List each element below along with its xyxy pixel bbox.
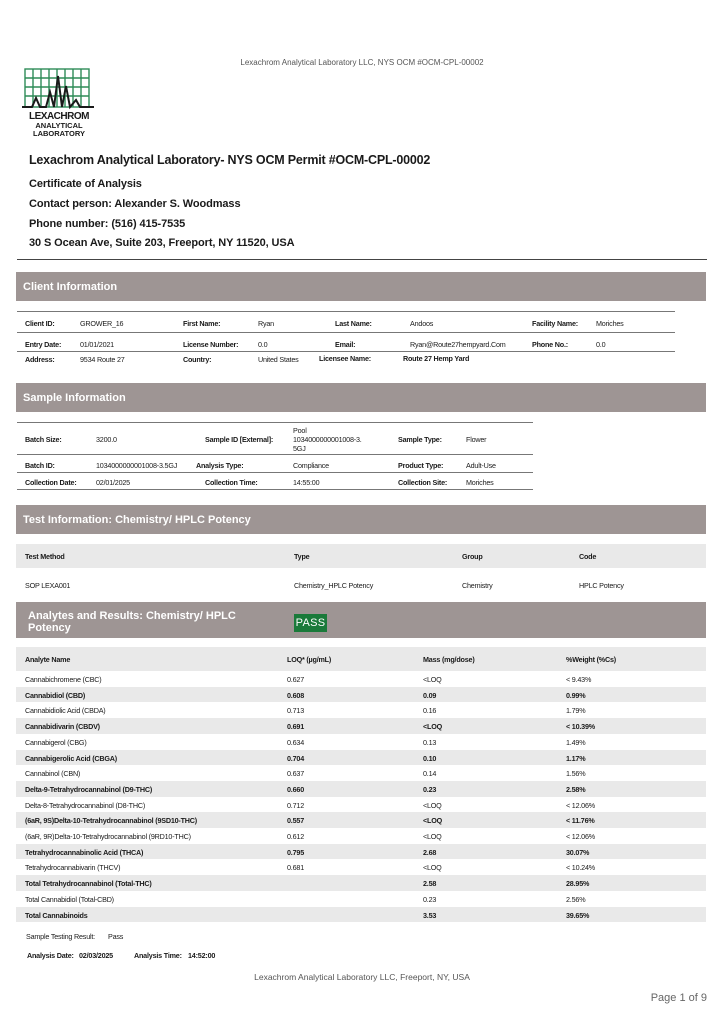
licensee-value: Route 27 Hemp Yard	[403, 354, 470, 363]
analyte-name: Cannabigerol (CBG)	[25, 737, 87, 747]
analysis-time-value: 14:52:00	[188, 951, 216, 960]
entry-date-label: Entry Date:	[25, 340, 62, 349]
analyte-mass: 0.23	[423, 784, 437, 794]
analyte-name: (6aR, 9S)Delta-10-Tetrahydrocannabinol (9SD10-THC)	[25, 816, 197, 826]
analyte-loq: 0.637	[287, 769, 304, 779]
table-row	[16, 765, 706, 781]
mass-header: Mass (mg/dose)	[423, 655, 475, 664]
analyte-weight: 1.49%	[566, 737, 586, 747]
divider	[17, 311, 675, 312]
analyte-mass: 2.58	[423, 879, 437, 889]
analyte-mass: 0.10	[423, 753, 437, 763]
analyte-mass: <LOQ	[423, 675, 442, 684]
table-row	[16, 718, 706, 734]
analyte-name: Cannabidivarin (CBDV)	[25, 722, 100, 732]
collection-date-label: Collection Date:	[25, 478, 77, 487]
country-value: United States	[258, 355, 299, 364]
result-value: Pass	[108, 932, 124, 941]
group-header: Group	[462, 552, 483, 561]
analyte-name: Delta-9-Tetrahydrocannabinol (D9-THC)	[25, 784, 153, 794]
divider	[17, 351, 675, 352]
entry-date-value: 01/01/2021	[80, 340, 114, 349]
analyte-loq: 0.712	[287, 800, 304, 810]
phone-label: Phone No.:	[532, 340, 568, 349]
analyte-loq: 0.612	[287, 832, 304, 841]
sample-id-value-3: 5GJ	[293, 444, 306, 453]
pass-badge: PASS	[294, 614, 327, 632]
sample-id-value-2: 1034000000001008-3.	[293, 435, 362, 444]
analyte-name: Total Cannabidiol (Total-CBD)	[25, 894, 114, 904]
client-info-header: Client Information	[16, 272, 706, 301]
collection-time-value: 14:55:00	[293, 478, 320, 487]
client-id-value: GROWER_16	[80, 319, 124, 328]
analyte-mass: 0.13	[423, 737, 437, 747]
analyte-weight: 1.56%	[566, 769, 586, 779]
analyte-loq: 0.660	[287, 784, 304, 794]
table-row	[16, 797, 706, 813]
group-value: Chemistry	[462, 581, 493, 590]
results-header	[16, 602, 706, 638]
first-name-value: Ryan	[258, 319, 274, 328]
lab-logo	[18, 66, 100, 140]
analyte-loq: 0.608	[287, 690, 304, 700]
analyte-weight: 39.65%	[566, 910, 590, 920]
type-value: Chemistry_HPLC Potency	[294, 581, 374, 590]
results-header-line1: Analytes and Results: Chemistry/ HPLC	[28, 610, 236, 622]
table-row	[16, 907, 706, 923]
code-value: HPLC Potency	[579, 581, 624, 590]
sample-id-value-1: Pool	[293, 426, 307, 435]
logo-text-1: LEXACHROM	[29, 111, 89, 122]
analyte-mass: <LOQ	[423, 832, 442, 841]
sample-id-label: Sample ID [External]:	[205, 435, 274, 444]
sample-info-header: Sample Information	[16, 383, 706, 412]
analyte-loq: 0.704	[287, 753, 304, 763]
contact-person: Contact person: Alexander S. Woodmass	[29, 198, 241, 210]
table-row	[16, 859, 706, 875]
analyte-mass: <LOQ	[423, 800, 442, 810]
analyte-name: Total Tetrahydrocannabinol (Total-THC)	[25, 879, 152, 889]
page-header: Lexachrom Analytical Laboratory LLC, NYS OCM #OCM-CPL-00002	[240, 58, 484, 67]
test-method-value: SOP LEXA001	[25, 581, 71, 590]
analyte-name: Total Cannabinoids	[25, 910, 88, 920]
analyte-name: Tetrahydrocannabivarin (THCV)	[25, 863, 121, 873]
page-number: Page 1 of 9	[650, 992, 707, 1004]
analyte-name: Tetrahydrocannabinolic Acid (THCA)	[25, 847, 144, 857]
collection-site-label: Collection Site:	[398, 478, 448, 487]
table-row	[16, 734, 706, 750]
code-header: Code	[579, 552, 597, 561]
analyte-loq: 0.627	[287, 675, 304, 684]
lab-title: Lexachrom Analytical Laboratory- NYS OCM Permit #OCM-CPL-00002	[29, 153, 431, 167]
page-footer: Lexachrom Analytical Laboratory LLC, Freeport, NY, USA	[254, 972, 470, 982]
divider	[17, 472, 533, 473]
divider	[17, 259, 707, 260]
analyte-weight: 2.56%	[566, 894, 586, 904]
batch-size-label: Batch Size:	[25, 435, 62, 444]
table-row	[16, 891, 706, 907]
analyte-weight: 28.95%	[566, 879, 590, 889]
analyte-weight: < 10.39%	[566, 722, 595, 732]
analyte-loq: 0.713	[287, 706, 304, 716]
analysis-time-label: Analysis Time:	[134, 951, 182, 960]
phone-value: 0.0	[596, 340, 606, 349]
sample-type-value: Flower	[466, 435, 487, 444]
analyte-name: Cannabigerolic Acid (CBGA)	[25, 753, 117, 763]
product-type-value: Adult-Use	[466, 461, 496, 470]
product-type-label: Product Type:	[398, 461, 444, 470]
analyte-name-header: Analyte Name	[25, 655, 71, 664]
analyte-name: Delta-8-Tetrahydrocannabinol (D8-THC)	[25, 800, 146, 810]
divider	[17, 489, 533, 490]
analysis-type-label: Analysis Type:	[196, 461, 244, 470]
license-label: License Number:	[183, 340, 239, 349]
analyte-mass: 0.14	[423, 769, 437, 779]
logo-text-2: ANALYTICAL	[35, 121, 83, 130]
license-value: 0.0	[258, 340, 268, 349]
logo-graphic	[18, 66, 100, 140]
table-row	[16, 750, 706, 766]
client-id-label: Client ID:	[25, 319, 55, 328]
divider	[17, 332, 675, 333]
collection-site-value: Moriches	[466, 478, 494, 487]
table-row	[16, 812, 706, 828]
analyte-name: Cannabidiolic Acid (CBDA)	[25, 706, 106, 716]
analyte-name: Cannabichromene (CBC)	[25, 675, 102, 684]
analyte-weight: < 12.06%	[566, 800, 595, 810]
sample-type-label: Sample Type:	[398, 435, 442, 444]
loq-header: LOQ* (µg/mL)	[287, 655, 332, 664]
first-name-label: First Name:	[183, 319, 221, 328]
divider	[17, 454, 533, 455]
address-label: Address:	[25, 355, 55, 364]
analyte-mass: 0.23	[423, 894, 437, 904]
table-row	[16, 671, 706, 687]
collection-time-label: Collection Time:	[205, 478, 258, 487]
analysis-date-label: Analysis Date:	[27, 951, 74, 960]
type-header: Type	[294, 552, 310, 561]
table-row	[16, 702, 706, 718]
table-row	[16, 687, 706, 703]
analyte-name: Cannabidiol (CBD)	[25, 690, 86, 700]
analyte-weight: 2.58%	[566, 784, 586, 794]
email-label: Email:	[335, 340, 356, 349]
analyte-weight: < 11.76%	[566, 816, 595, 826]
analyte-mass: 3.53	[423, 910, 437, 920]
email-value: Ryan@Route27hempyard.Com	[410, 340, 506, 349]
table-row	[16, 875, 706, 891]
lab-address: 30 S Ocean Ave, Suite 203, Freeport, NY 11520, USA	[29, 237, 295, 249]
logo-text-3: LABORATORY	[33, 129, 85, 138]
analyte-loq: 0.795	[287, 847, 304, 857]
analyte-loq: 0.634	[287, 737, 304, 747]
analysis-type-value: Compliance	[293, 461, 329, 470]
divider	[17, 422, 533, 423]
document-type: Certificate of Analysis	[29, 178, 142, 190]
analyte-mass: <LOQ	[423, 863, 442, 873]
analyte-mass: 2.68	[423, 847, 437, 857]
analysis-date-value: 02/03/2025	[79, 951, 113, 960]
analyte-weight: 1.79%	[566, 706, 586, 716]
analyte-weight: < 10.24%	[566, 863, 595, 873]
last-name-label: Last Name:	[335, 319, 372, 328]
test-info-header: Test Information: Chemistry/ HPLC Potency	[16, 505, 706, 534]
country-label: Country:	[183, 355, 212, 364]
last-name-value: Andoos	[410, 319, 434, 328]
weight-header: %Weight (%Cs)	[566, 655, 616, 664]
results-header-line2: Potency	[28, 622, 71, 634]
analyte-weight: 1.17%	[566, 753, 586, 763]
analyte-weight: < 9.43%	[566, 675, 592, 684]
analyte-mass: 0.09	[423, 690, 437, 700]
collection-date-value: 02/01/2025	[96, 478, 130, 487]
batch-size-value: 3200.0	[96, 435, 117, 444]
table-row	[16, 844, 706, 860]
facility-value: Moriches	[596, 319, 624, 328]
table-row	[16, 781, 706, 797]
analyte-loq: 0.557	[287, 816, 304, 826]
analyte-mass: <LOQ	[423, 816, 442, 826]
licensee-label: Licensee Name:	[319, 354, 371, 363]
analyte-mass: <LOQ	[423, 722, 442, 732]
test-info-header-row	[16, 544, 706, 568]
analyte-name: (6aR, 9R)Delta-10-Tetrahydrocannabinol (9RD10-THC)	[25, 832, 191, 841]
analyte-loq: 0.691	[287, 722, 304, 732]
batch-id-value: 1034000000001008-3.5GJ	[96, 461, 178, 470]
address-value: 9534 Route 27	[80, 355, 125, 364]
result-label: Sample Testing Result:	[26, 932, 95, 941]
analyte-weight: 0.99%	[566, 690, 586, 700]
analyte-mass: 0.16	[423, 706, 437, 716]
analyte-weight: 30.07%	[566, 847, 590, 857]
facility-label: Facility Name:	[532, 319, 578, 328]
phone-number: Phone number: (516) 415-7535	[29, 218, 186, 230]
analyte-loq: 0.681	[287, 863, 304, 873]
analyte-name: Cannabinol (CBN)	[25, 769, 81, 779]
table-row	[16, 828, 706, 844]
test-method-header: Test Method	[25, 552, 65, 561]
batch-id-label: Batch ID:	[25, 461, 55, 470]
analyte-weight: < 12.06%	[566, 832, 595, 841]
